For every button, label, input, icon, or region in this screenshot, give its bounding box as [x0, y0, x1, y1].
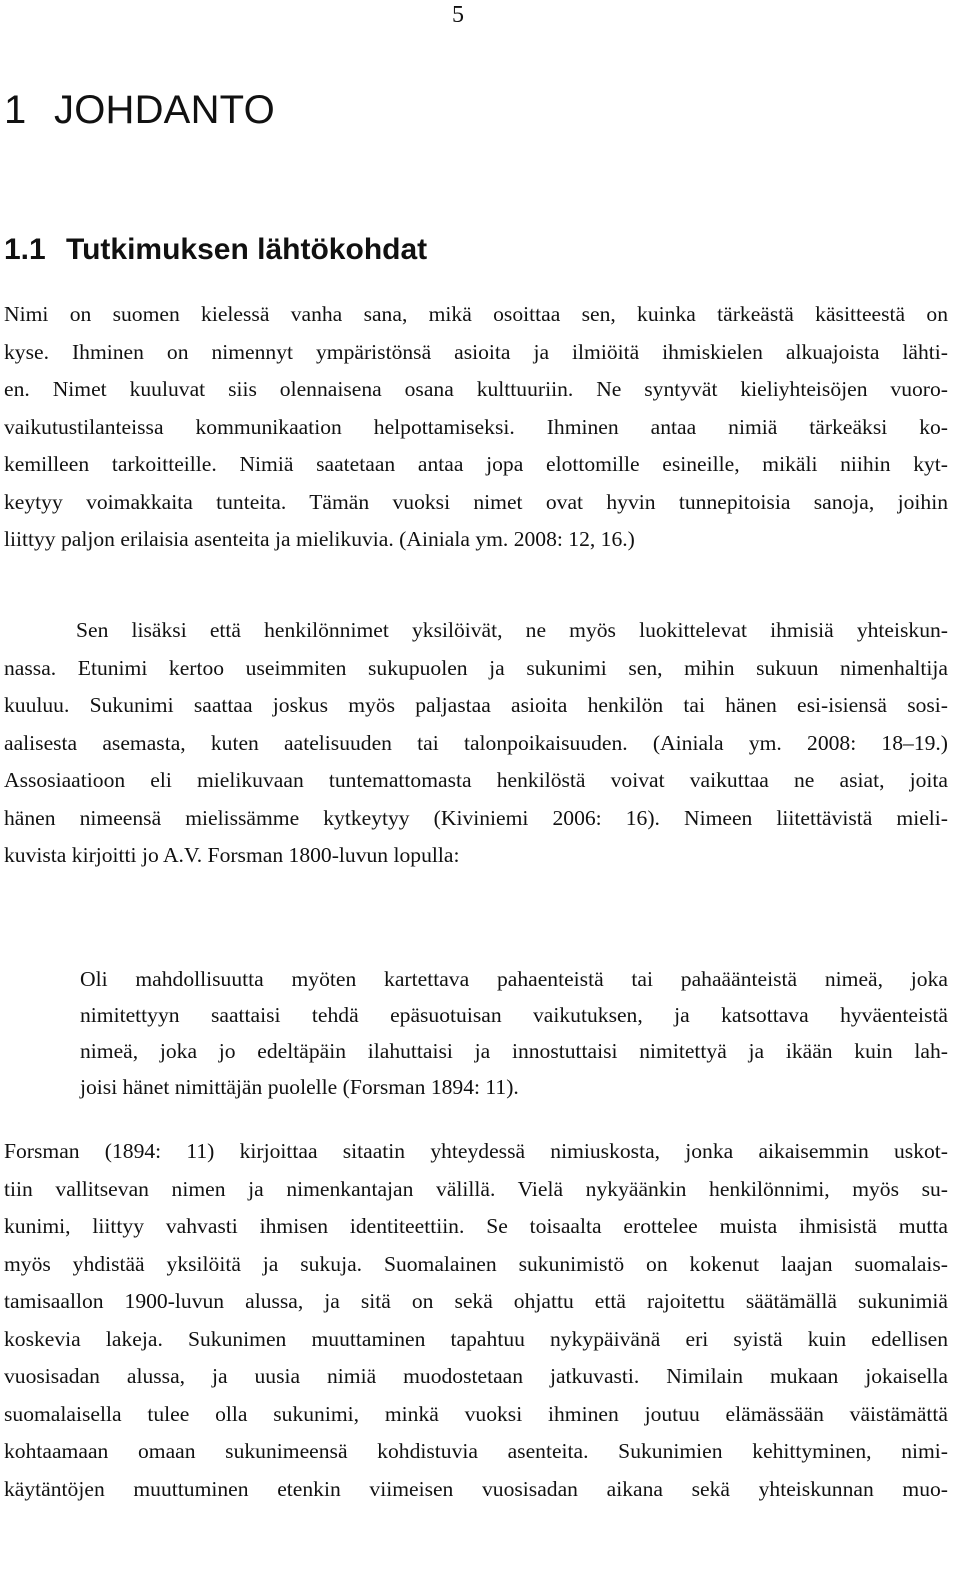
block-quote — [80, 961, 948, 1105]
section-number: 1.1 — [4, 233, 46, 266]
quote-line: nimeä, joka jo edeltäpäin ilahuttaisi ja innostuttaisi nimitettyä ja ikään kuin lah- — [80, 1039, 948, 1063]
quote-line: nimitettyyn saattaisi tehdä epäsuotuisan vaikutuksen, ja katsottava hyväenteistä — [80, 1003, 948, 1027]
paragraph-line: kemilleen tarkoitteille. Nimiä saatetaan antaa jopa elottomille esineille, mikäli niihin kyt- — [4, 452, 948, 476]
page-number: 5 — [452, 2, 464, 28]
paragraph-line: myös yhdistää yksilöitä ja sukuja. Suomalainen sukunimistö on kokenut laajan suomalais- — [4, 1251, 948, 1276]
paragraph-line: en. Nimet kuuluvat siis olennaisena osana kulttuuriin. Ne syntyvät kieliyhteisöjen vuoro- — [4, 377, 948, 401]
paragraph-line: aalisesta asemasta, kuten aatelisuuden tai talonpoikaisuuden. (Ainiala ym. 2008: 18–19.) — [4, 730, 948, 755]
paragraph-line: tamisaallon 1900-luvun alussa, ja sitä on sekä ohjattu että rajoitettu säätämällä sukunimiä — [4, 1289, 948, 1313]
paragraph-line: käytäntöjen muuttuminen etenkin viimeisen vuosisadan aikana sekä yhteiskunnan muo- — [4, 1476, 948, 1501]
section-heading — [4, 233, 427, 267]
paragraph-line: kuuluu. Sukunimi saattaa joskus myös paljastaa asioita henkilön tai hänen esi-isiensä sosi- — [4, 693, 948, 717]
paragraph-line: kuvista kirjoitti jo A.V. Forsman 1800-luvun lopulla: — [4, 843, 460, 867]
quote-line: Oli mahdollisuutta myöten kartettava pahaenteistä tai pahaäänteistä nimeä, joka — [80, 967, 948, 991]
paragraph-2 — [4, 612, 948, 875]
paragraph-3 — [4, 1133, 948, 1508]
chapter-title: JOHDANTO — [54, 88, 275, 132]
section-title: Tutkimuksen lähtökohdat — [66, 233, 428, 266]
chapter-number: 1 — [4, 88, 27, 132]
paragraph-line: tiin vallitsevan nimen ja nimenkantajan välillä. Vielä nykyäänkin henkilönnimi, myös su- — [4, 1176, 948, 1201]
paragraph-line: koskevia lakeja. Sukunimen muuttaminen tapahtuu nykypäivänä eri syistä kuin edellisen — [4, 1326, 948, 1351]
paragraph-line: nassa. Etunimi kertoo useimmiten sukupuolen ja sukunimi sen, mihin sukuun nimenhaltija — [4, 655, 948, 680]
paragraph-line: vaikutustilanteissa kommunikaation helpottamiseksi. Ihminen antaa nimiä tärkeäksi ko- — [4, 414, 948, 439]
paragraph-line: Forsman (1894: 11) kirjoittaa sitaatin yhteydessä nimiuskosta, jonka aikaisemmin uskot- — [4, 1139, 948, 1163]
paragraph-line: vuosisadan alussa, ja uusia nimiä muodostetaan jatkuvasti. Nimilain mukaan jokaisella — [4, 1364, 948, 1388]
quote-line: joisi hänet nimittäjän puolelle (Forsman 1894: 11). — [80, 1075, 519, 1099]
paragraph-line: keytyy voimakkaita tunteita. Tämän vuoksi nimet ovat hyvin tunnepitoisia sanoja, joihin — [4, 489, 948, 514]
paragraph-1 — [4, 296, 948, 559]
chapter-heading — [4, 88, 275, 133]
paragraph-line: liittyy paljon erilaisia asenteita ja mielikuvia. (Ainiala ym. 2008: 12, 16.) — [4, 527, 635, 551]
paragraph-line: suomalaisella tulee olla sukunimi, minkä vuoksi ihminen joutuu elämässään väistämättä — [4, 1401, 948, 1426]
paragraph-line: kyse. Ihminen on nimennyt ympäristönsä asioita ja ilmiöitä ihmiskielen alkuajoista lähti- — [4, 339, 948, 364]
paragraph-line: Assosiaatioon eli mielikuvaan tuntemattomasta henkilöstä voivat vaikuttaa ne asiat, joita — [4, 768, 948, 792]
paragraph-line: hänen nimeensä mielissämme kytkeytyy (Kiviniemi 2006: 16). Nimeen liitettävistä mieli- — [4, 805, 948, 830]
paragraph-line: kunimi, liittyy vahvasti ihmisen identiteettiin. Se toisaalta erottelee muista ihmisistä mutta — [4, 1214, 948, 1238]
paragraph-line: Nimi on suomen kielessä vanha sana, mikä osoittaa sen, kuinka tärkeästä käsitteestä on — [4, 302, 948, 326]
paragraph-line: kohtaamaan omaan sukunimeensä kohdistuvia asenteita. Sukunimien kehittyminen, nimi- — [4, 1439, 948, 1463]
paragraph-line: Sen lisäksi että henkilönnimet yksilöivät, ne myös luokittelevat ihmisiä yhteiskun- — [76, 618, 948, 642]
